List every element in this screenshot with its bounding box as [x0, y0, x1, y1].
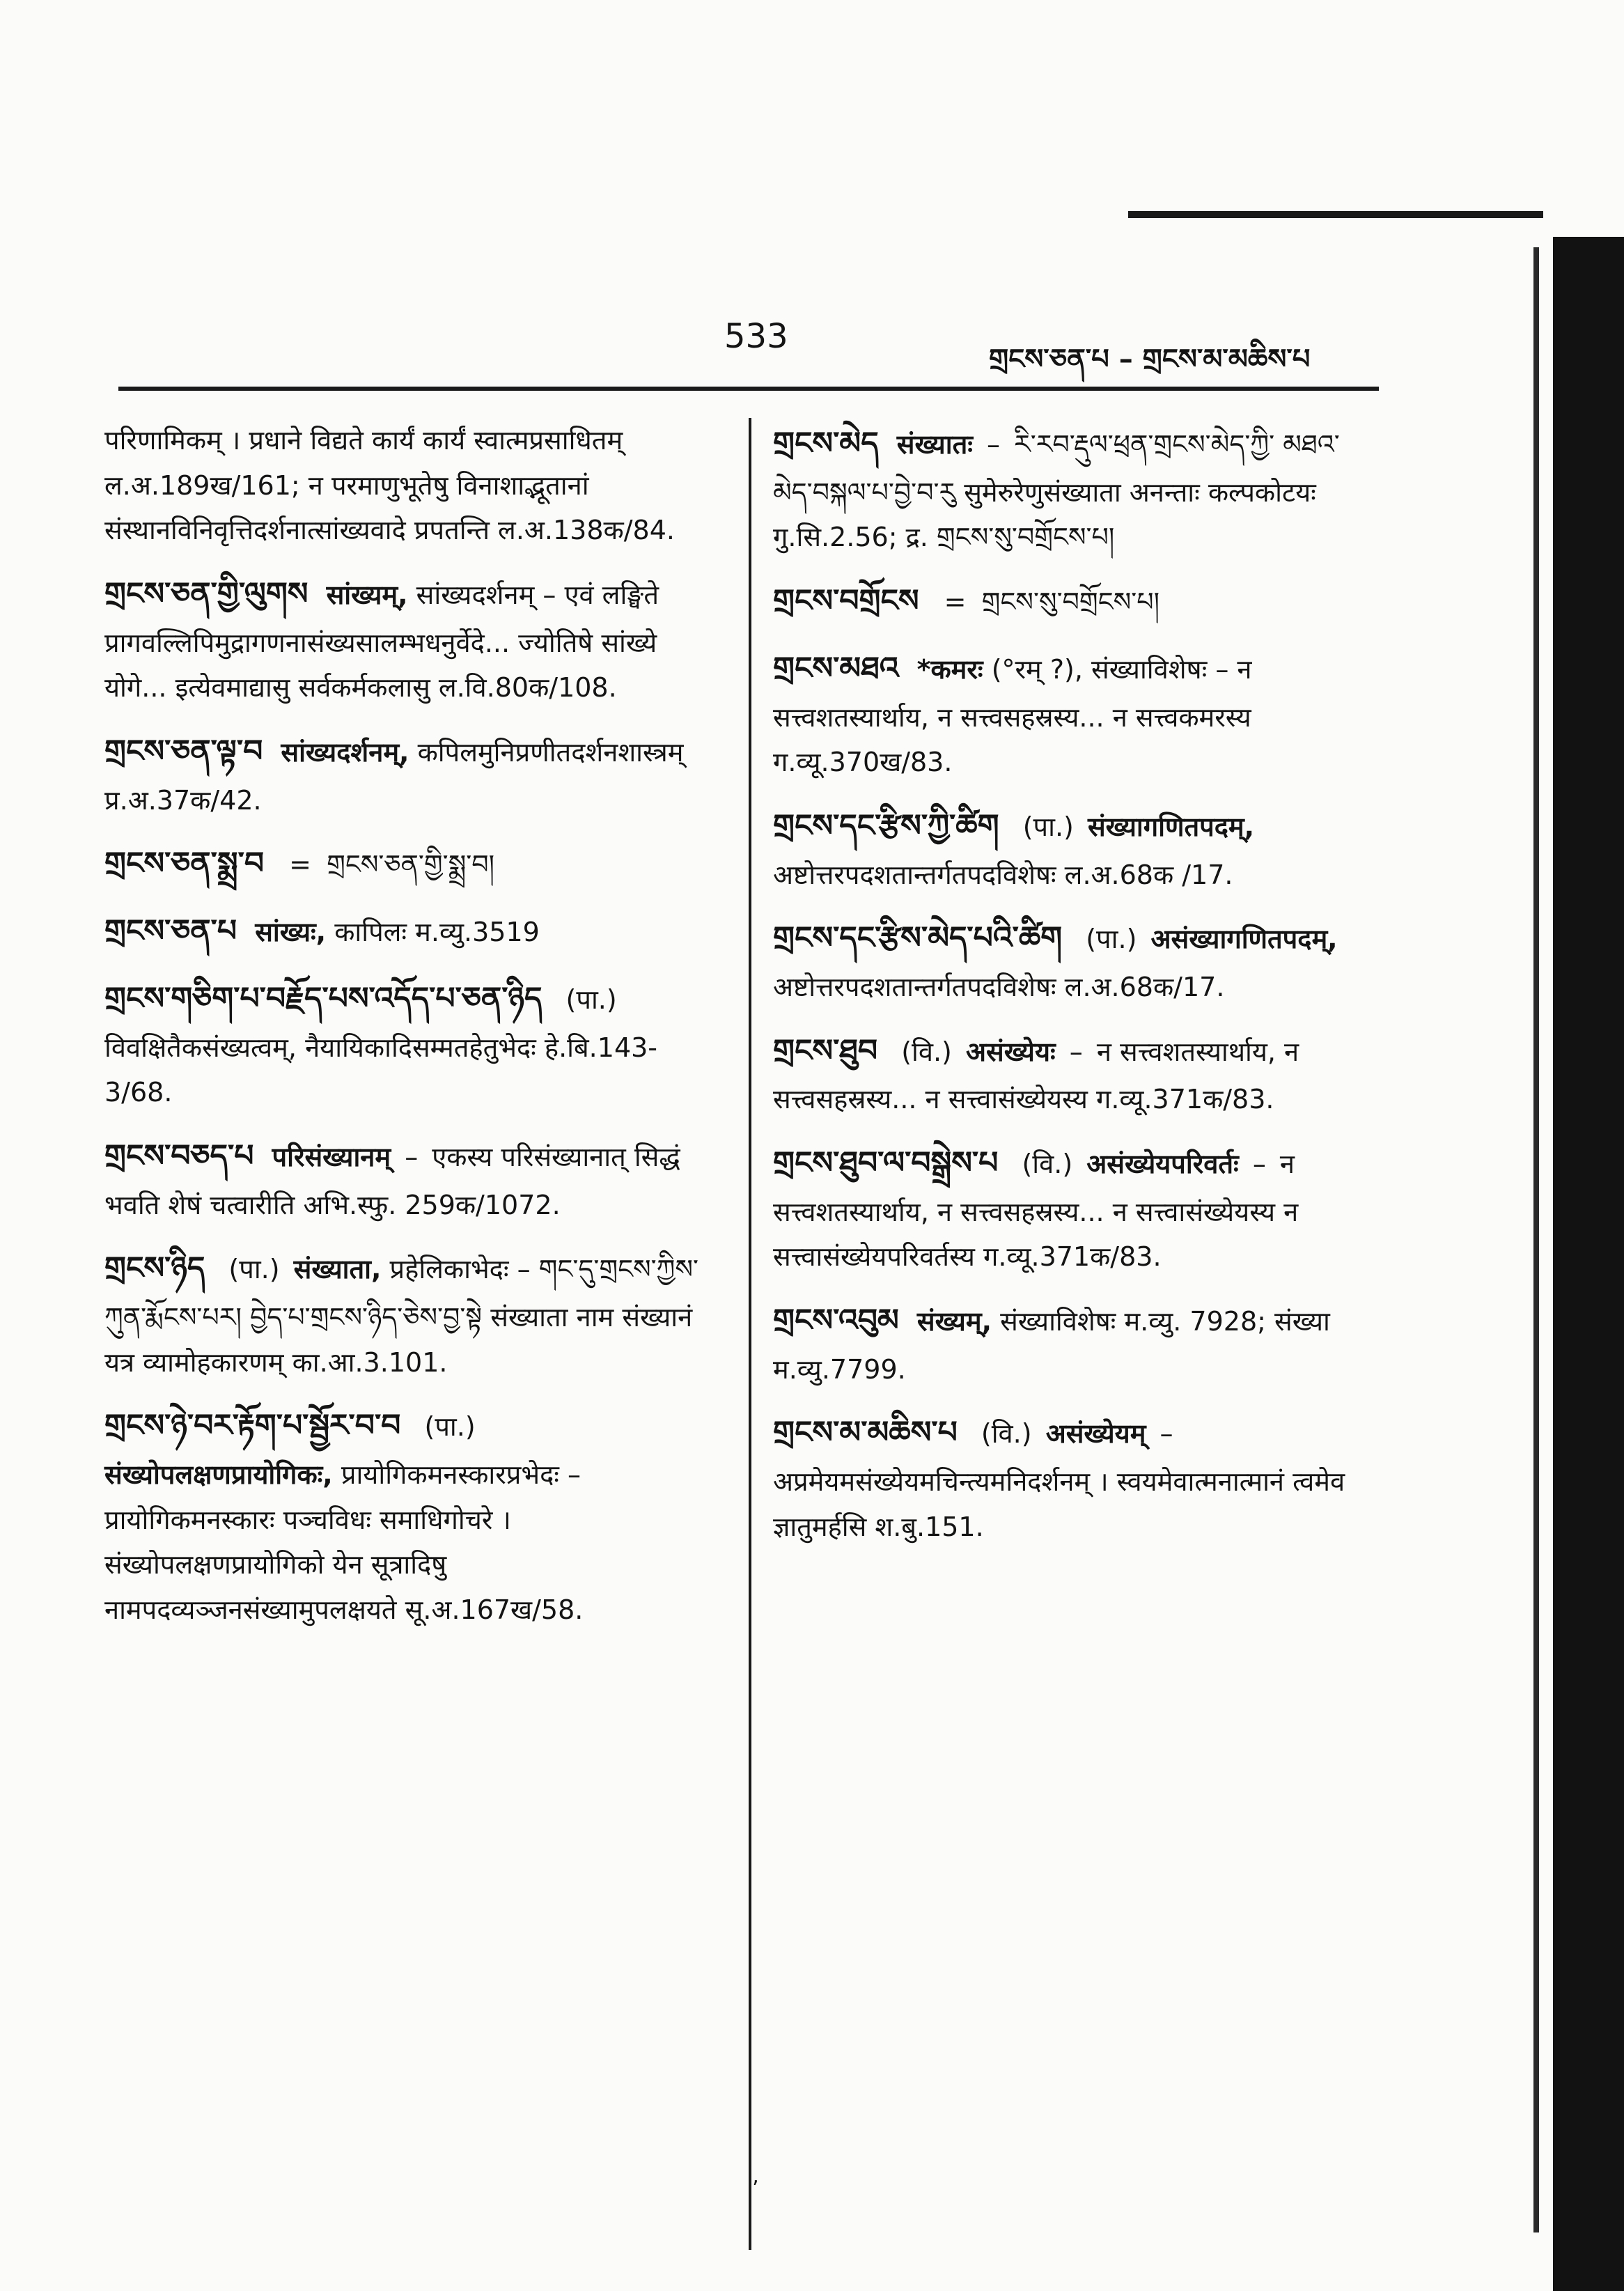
dictionary-entry [773, 912, 1351, 1009]
entry-tag: (पा.) [1022, 811, 1074, 842]
dictionary-entry [104, 973, 717, 1115]
dictionary-entry [104, 1131, 717, 1227]
entry-text: གྲངས་སུ་བགྲོངས་པ། [981, 586, 1160, 617]
entry-tag: (पा.) [565, 984, 617, 1015]
dictionary-entry [773, 1295, 1351, 1392]
entry-text: अप्रमेयमसंख्येयमचिन्त्यमनिदर्शनम् । स्वयमेवात्मनात्मानं त्वमेव ज्ञातुमर्हसि श.बु.151. [773, 1466, 1345, 1542]
entry-text: परिणामिकम् । प्रधाने विद्यते कार्यं कार्यं स्वात्मप्रसाधितम् ल.अ.189ख/161; न परमाणुभूतेषु विनाशाद्भूतानां संस्थानविनिवृत्तिदर्शनात्सांख्यवादे प्रपतन्ति ल.अ.138क/84. [104, 425, 675, 546]
dictionary-entry [773, 800, 1351, 897]
entry-tag: (वि.) [901, 1036, 952, 1067]
entry-dash: – [405, 1141, 419, 1172]
entry-text: कपिलमुनिप्रणीतदर्शनशास्त्रम् प्र.अ.37क/42. [104, 736, 684, 816]
entry-text: अष्टोत्तरपदशतान्तर्गतपदविशेषः ल.अ.68क /17. [773, 859, 1233, 890]
entry-text: प्रायोगिकमनस्कारप्रभेदः – प्रायोगिकमनस्कारः पञ्चविधः समाधिगोचरे । संख्योपलक्षणप्रायोगिको येन सूत्रादिषु नामपदव्यञ्जनसंख्यामुपलक्षयते सू.अ.167ख/58. [104, 1459, 584, 1625]
entry-headword: གྲངས་ཅན་ལྟ་བ [104, 733, 263, 769]
stray-mark: ʼ [752, 2177, 759, 2201]
entry-headword: གྲངས་མཐའ [773, 650, 899, 686]
dictionary-entry [104, 726, 717, 823]
entry-headword: གྲངས་མ་མཆིས་པ [773, 1415, 958, 1451]
right-column [773, 418, 1351, 1564]
dictionary-entry [104, 568, 717, 710]
entry-text: विवक्षितैकसंख्यत्वम्, नैयायिकादिसम्मतहेतुभेदः हे.बि.143-3/68. [104, 1032, 658, 1108]
entry-equals: = [289, 849, 311, 880]
entry-headword: གྲངས་ཅན་པ [104, 912, 237, 949]
entry-definition: संख्याता, [293, 1254, 382, 1285]
header-rule [118, 387, 1379, 391]
entry-headword: གྲངས་བཅད་པ [104, 1137, 254, 1174]
entry-definition: सांख्यः, [255, 916, 327, 947]
entry-dash: – [1160, 1418, 1173, 1450]
entry-dash: – [1069, 1036, 1083, 1067]
top-rule [1128, 211, 1543, 218]
entry-definition: असंख्यागणितपदम्, [1150, 924, 1338, 955]
entry-definition: *कमरः [916, 653, 983, 685]
entry-dash: – [987, 429, 1000, 460]
entry-definition: असंख्येयम् [1045, 1418, 1146, 1450]
dictionary-entry [773, 1137, 1351, 1280]
dictionary-entry [773, 1025, 1351, 1122]
entry-headword: གྲངས་ཐུབ [773, 1032, 878, 1069]
entry-text: एकस्य परिसंख्यानात् सिद्धं भवति शेषं चत्वारीति अभि.स्फु. 259क/1072. [104, 1141, 680, 1220]
page-number: 533 [724, 317, 788, 356]
entry-tag: (वि.) [1022, 1148, 1073, 1179]
dictionary-entry [104, 1243, 717, 1385]
entry-definition: संख्यातः [896, 429, 973, 460]
entry-definition: सांख्यदर्शनम्, [281, 736, 409, 768]
entry-tag: (पा.) [228, 1254, 280, 1285]
entry-text: རི་རབ་རྡུལ་ཕྲན་གྲངས་མེད་ཀྱི་ མཐའ་མེད་བསྐལ་པ་བྱེ་བ་རུ सुमेरुरेणुसंख्याता अनन्ताः कल्पकोटयः गु.सि.2.56; द्र. གྲངས་སུ་བགྲོངས་པ། [773, 429, 1340, 553]
entry-tag: (पा.) [424, 1411, 476, 1443]
entry-headword: གྲངས་ཅན་སྨྲ་བ [104, 846, 265, 882]
entry-text: अष्टोत्तरपदशतान्तर्गतपदविशेषः ल.अ.68क/17. [773, 971, 1225, 1002]
entry-definition: असंख्येयः [965, 1036, 1056, 1067]
entry-definition: संख्यम्, [916, 1305, 992, 1337]
entry-headword: གྲངས་དང་རྩིས་མེད་པའི་ཚིག [773, 920, 1063, 956]
entry-text: कापिलः म.व्यु.3519 [334, 916, 540, 947]
column-divider [749, 418, 751, 2250]
entry-text: प्रहेलिकाभेदः – གང་དུ་གྲངས་ཀྱིས་ཀུན་རྨོངས་པར། བྱེད་པ་གྲངས་ཉིད་ཅེས་བྱ་སྟེ संख्याता नाम संख्यानं यत्र व्यामोहकारणम् का.आ.3.101. [104, 1254, 699, 1378]
entry-headword: གྲངས་འབུམ [773, 1302, 899, 1338]
entry-headword: གྲངས་མེད [773, 426, 879, 461]
entry-equals: = [944, 586, 967, 617]
entry-headword: གྲངས་ཅན་གྱི་ལུགས [104, 575, 309, 612]
entry-headword: གྲངས་གཅིག་པ་བརྗོད་པས་འདོད་པ་ཅན་ཉིད [104, 980, 542, 1016]
dictionary-entry [773, 1407, 1351, 1549]
entry-text: संख्याविशेषः म.व्यु. 7928; संख्या म.व्यु.7799. [773, 1305, 1330, 1385]
entry-text: (°रम् ?), संख्याविशेषः – न सत्त्वशतस्यार्थाय, न सत्त्वसहस्रस्य... न सत्त्वकमरस्य ग.व्यू.370ख/83. [773, 653, 1252, 778]
entry-text: གྲངས་ཅན་གྱི་སྨྲ་བ། [327, 849, 495, 880]
binding-edge-line [1533, 247, 1539, 2232]
entry-headword: གྲངས་དང་རྩིས་ཀྱི་ཚིག [773, 807, 999, 844]
entry-definition: संख्यागणितपदम्, [1087, 811, 1255, 842]
entry-headword: གྲངས་ཐུབ་ལ་བསྒྲེས་པ [773, 1144, 999, 1181]
entry-text: न सत्त्वशतस्यार्थाय, न सत्त्वसहस्रस्य... न सत्त्वासंख्येयस्य न सत्त्वासंख्येयपरिवर्तस्य ग.व्यू.371क/83. [773, 1148, 1299, 1273]
entry-headword: གྲངས་བགྲོངས [773, 582, 919, 619]
entry-definition: परिसंख्यानम् [272, 1141, 391, 1172]
entry-definition: सांख्यम्, [326, 579, 408, 610]
entry-tag: (पा.) [1086, 924, 1137, 955]
dictionary-entry [104, 418, 717, 553]
dictionary-entry [104, 1400, 717, 1632]
entry-text: सांख्यदर्शनम् – एवं लङ्घिते प्रागवल्लिपिमुद्रागणनासंख्यसालम्भधनुर्वेदे... ज्योतिषे सांख्ये योगे... इत्येवमाद्यासु सर्वकर्मकलासु ल.वि.80क/108. [104, 579, 659, 704]
dictionary-entry [773, 575, 1351, 628]
dictionary-entry [773, 418, 1351, 560]
running-head: གྲངས་ཅན་པ – གྲངས་མ་མཆིས་པ [989, 343, 1311, 375]
entry-dash: – [1252, 1148, 1266, 1179]
binding-shadow [1553, 237, 1624, 2291]
entry-definition: संख्योपलक्षणप्रायोगिकः, [104, 1459, 333, 1490]
entry-headword: གྲངས་ཉེ་བར་རྟོག་པ་སྦྱོར་བ་བ [104, 1408, 401, 1444]
dictionary-entry [104, 838, 717, 890]
entry-definition: असंख्येयपरिवर्तः [1086, 1148, 1239, 1179]
dictionary-entry [773, 643, 1351, 785]
entry-headword: གྲངས་ཉིད [104, 1250, 205, 1287]
entry-text: न सत्त्वशतस्यार्थाय, न सत्त्वसहस्रस्य... न सत्त्वासंख्येयस्य ग.व्यू.371क/83. [773, 1036, 1299, 1115]
entry-tag: (वि.) [981, 1418, 1032, 1450]
dictionary-entry [104, 906, 717, 958]
left-column [104, 418, 717, 1647]
